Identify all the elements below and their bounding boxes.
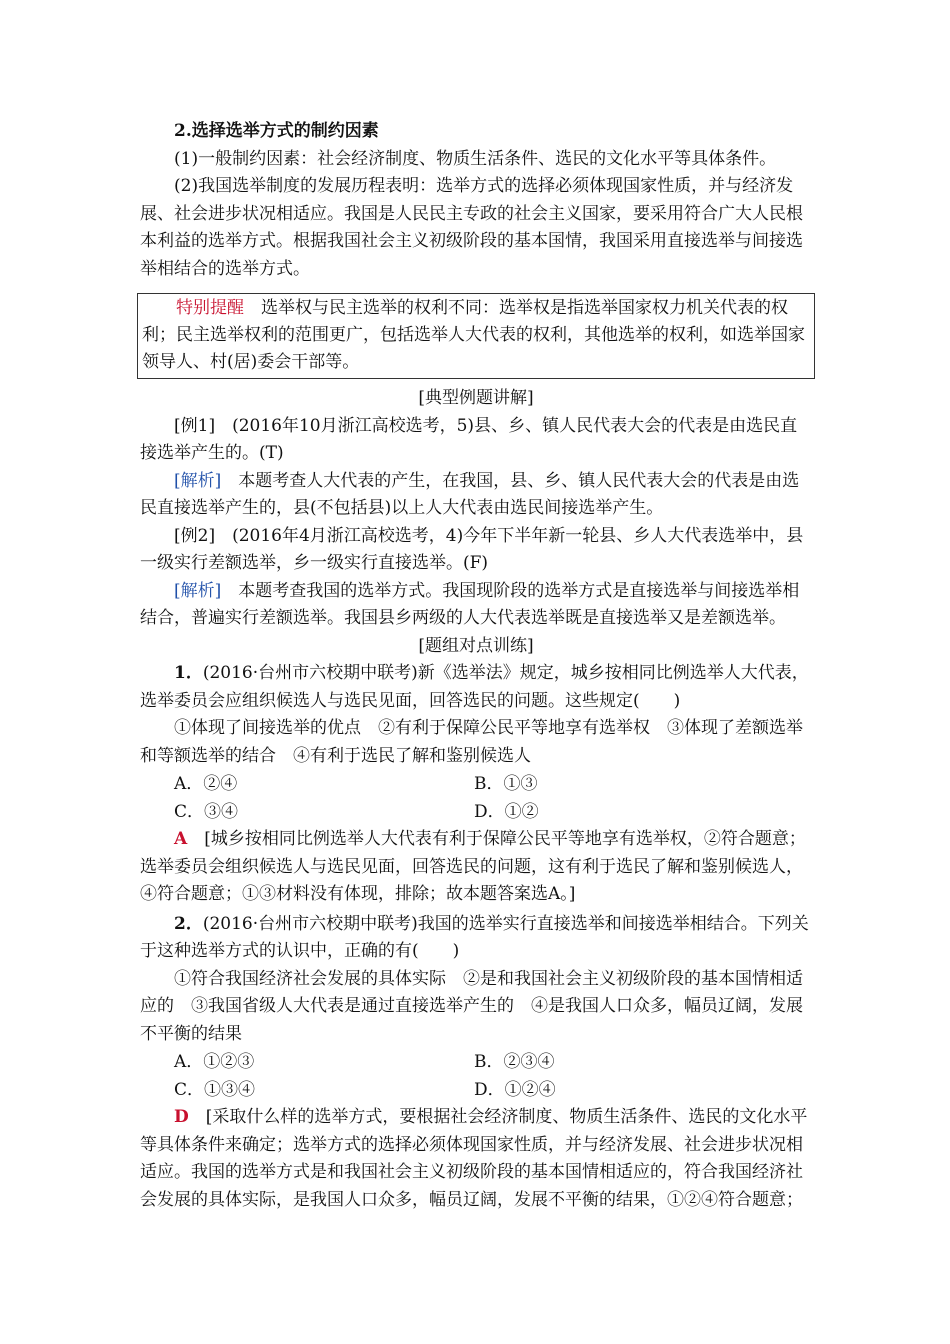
option-d: D．①②④ bbox=[474, 1080, 556, 1100]
question-2-stem bbox=[140, 911, 812, 966]
question-1-number: 1． bbox=[174, 663, 203, 683]
question-2-options-row-2 bbox=[140, 1076, 812, 1104]
example-1-text: (2016年10月浙江高校选考，5)县、乡、镇人民代表大会的代表是由选民直接选举产生的。(T) bbox=[140, 415, 798, 463]
example-2 bbox=[140, 523, 812, 578]
page-content bbox=[140, 118, 812, 1214]
question-1-options-row-1 bbox=[140, 770, 812, 798]
example-1-analysis bbox=[140, 468, 812, 523]
question-1-explanation: [城乡按相同比例选举人大代表有利于保障公民平等地享有选举权，②符合题意；选举委员会组织候选人与选民见面，回答选民的问题，这有利于选民了解和鉴别候选人，④符合题意；①③材料没有体现，排除；故本题答案选A。] bbox=[140, 829, 806, 904]
practice-title: [题组对点训练] bbox=[418, 635, 534, 656]
example-1-label: [例1] bbox=[174, 415, 216, 436]
question-1-items: ①体现了间接选举的优点 ②有利于保障公民平等地享有选举权 ③体现了差额选举和等额选举的结合 ④有利于选民了解和鉴别候选人 bbox=[140, 718, 803, 766]
option-c: C．①③④ bbox=[174, 1080, 256, 1100]
answer-letter: D bbox=[174, 1107, 189, 1127]
option-a: A．①②③ bbox=[174, 1052, 255, 1072]
special-reminder-tag: 特别提醒 bbox=[176, 298, 244, 318]
question-2-answer bbox=[140, 1104, 812, 1214]
question-1-answer bbox=[140, 826, 812, 909]
section-heading: 2.选择选举方式的制约因素 bbox=[174, 121, 379, 141]
example-1-analysis-text: 本题考查人大代表的产生，在我国，县、乡、镇人民代表大会的代表是由选民直接选举产生的，县(不包括县)以上人大代表由选民间接选举产生。 bbox=[140, 470, 800, 518]
question-1-options-row-2 bbox=[140, 798, 812, 826]
constraint-china: (2)我国选举制度的发展历程表明：选举方式的选择必须体现国家性质，并与经济发展、社会进步状况相适应。我国是人民民主专政的社会主义国家，要采用符合广大人民根本利益的选举方式。根据我国社会主义初级阶段的基本国情，我国采用直接选举与间接选举相结合的选举方式。 bbox=[140, 176, 803, 279]
option-b: B．①③ bbox=[474, 774, 538, 794]
question-2-options-row-1 bbox=[140, 1048, 812, 1076]
question-1-text: (2016·台州市六校期中联考)新《选举法》规定，城乡按相同比例选举人大代表，选举委员会应组织候选人与选民见面，回答选民的问题。这些规定( ) bbox=[140, 663, 809, 711]
special-reminder-text: 选举权与民主选举的权利不同：选举权是指选举国家权力机关代表的权利；民主选举权利的范围更广，包括选举人大代表的权利，其他选举的权利，如选举国家领导人、村(居)委会干部等。 bbox=[142, 298, 805, 372]
question-2-number: 2． bbox=[174, 913, 203, 934]
option-c: C．③④ bbox=[174, 802, 239, 822]
option-b: B．②③④ bbox=[474, 1052, 555, 1072]
analysis-tag: [解析] bbox=[174, 470, 222, 491]
examples-title: [典型例题讲解] bbox=[418, 388, 534, 408]
example-2-label: [例2] bbox=[174, 525, 216, 546]
special-reminder-paragraph bbox=[142, 295, 810, 376]
constraint-general: (1)一般制约因素：社会经济制度、物质生活条件、选民的文化水平等具体条件。 bbox=[174, 148, 777, 169]
special-reminder-box bbox=[137, 293, 815, 379]
example-1 bbox=[140, 413, 812, 468]
option-a: A．②④ bbox=[174, 774, 238, 794]
example-2-analysis-text: 本题考查我国的选举方式。我国现阶段的选举方式是直接选举与间接选举相结合，普遍实行差额选举。我国县乡两级的人大代表选举既是直接选举又是差额选举。 bbox=[140, 580, 800, 628]
analysis-tag: [解析] bbox=[174, 580, 222, 601]
question-2-items: ①符合我国经济社会发展的具体实际 ②是和我国社会主义初级阶段的基本国情相适应的 ③我国省级人大代表是通过直接选举产生的 ④是我国人口众多，幅员辽阔，发展不平衡的结果 bbox=[140, 968, 803, 1044]
answer-letter: A bbox=[174, 829, 188, 849]
option-d: D．①② bbox=[474, 802, 539, 822]
question-2-explanation: [采取什么样的选举方式，要根据社会经济制度、物质生活条件、选民的文化水平等具体条件来确定；选举方式的选择必须体现国家性质，并与经济发展、社会进步状况相适应。我国的选举方式是和我国社会主义初级阶段的基本国情相适应的，符合我国经济社会发展的具体实际，是我国人口众多，幅员辽阔，发展不平衡的结果，①②④符合题意； bbox=[140, 1107, 808, 1210]
example-2-analysis bbox=[140, 578, 812, 633]
example-2-text: (2016年4月浙江高校选考，4)今年下半年新一轮县、乡人大代表选举中，县一级实行差额选举，乡一级实行直接选举。(F) bbox=[140, 525, 804, 573]
question-2-text: (2016·台州市六校期中联考)我国的选举实行直接选举和间接选举相结合。下列关于这种选举方式的认识中，正确的有( ) bbox=[140, 913, 809, 961]
question-1-stem bbox=[140, 660, 812, 715]
